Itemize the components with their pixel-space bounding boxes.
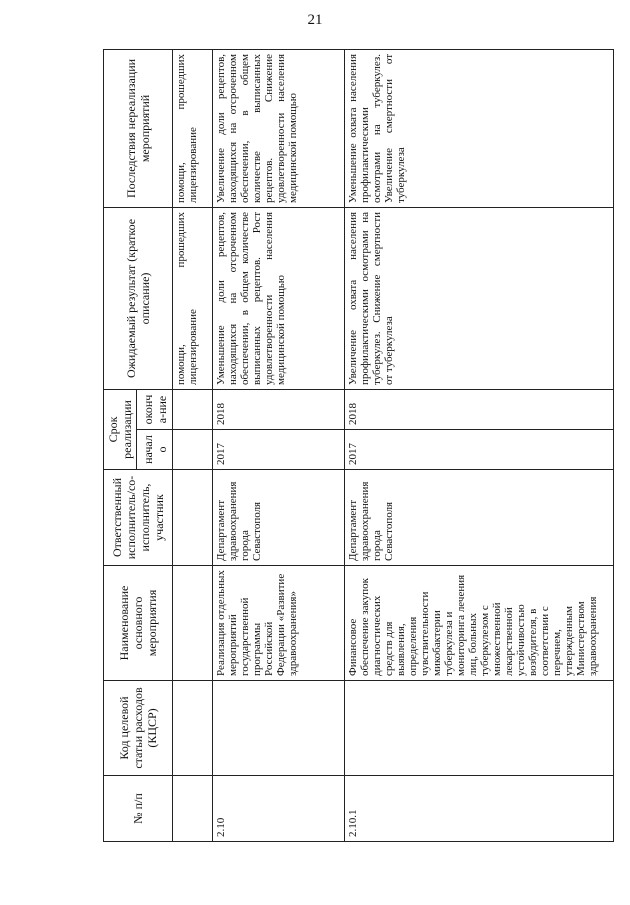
- table-row: [173, 49, 213, 841]
- header-num: № п/п: [104, 776, 173, 842]
- cell-responsible: Департамент здравоохранения города Севастополя: [213, 470, 345, 566]
- cell-kcsr: [213, 681, 345, 776]
- cell-consequences: помощи, прошедших лицензирование: [173, 49, 213, 207]
- cell-end: 2018: [345, 389, 614, 429]
- cell-num: [173, 776, 213, 842]
- cell-name: Реализация отдельных мероприятий государственной программы Российской Федерации «Развитие здравоохранения»: [213, 566, 345, 681]
- cell-end: [173, 389, 213, 429]
- cell-result: Уменьшение доли рецептов, находящихся на отсроченном обеспечении, в общем количестве выписанных рецептов. Рост удовлетворенности населения медицинской помощью: [213, 207, 345, 389]
- header-term: Срок реализации: [104, 389, 137, 469]
- header-end: оконча-ние: [137, 389, 173, 429]
- header-responsible: Ответственный исполнитель/со-исполнитель, участник: [104, 470, 173, 566]
- cell-name: [173, 566, 213, 681]
- header-consequences: Последствия нереализации мероприятий: [104, 49, 173, 207]
- cell-start: 2017: [213, 430, 345, 470]
- cell-kcsr: [345, 681, 614, 776]
- cell-num: 2.10.1: [345, 776, 614, 842]
- cell-responsible: [173, 470, 213, 566]
- cell-result: Увеличение охвата населения профилактическими осмотрами на туберкулез. Снижение смертности от туберкулеза: [345, 207, 614, 389]
- header-name: Наименование основного мероприятия: [104, 566, 173, 681]
- cell-start: [173, 430, 213, 470]
- header-kcsr: Код целевой статьи расходов (КЦСР): [104, 681, 173, 776]
- cell-start: 2017: [345, 430, 614, 470]
- measures-table: [103, 49, 614, 842]
- cell-kcsr: [173, 681, 213, 776]
- page-number: 21: [307, 12, 323, 28]
- cell-consequences: Уменьшение охвата населения профилактическими осмотрами на туберкулез. Увеличение смертности от туберкулеза: [345, 49, 614, 207]
- cell-num: 2.10: [213, 776, 345, 842]
- table-row: [213, 49, 345, 841]
- cell-name: Финансовое обеспечение закупок диагностических средств для выявления, определения чувствительности микобактерии туберкулеза и мониторинга лечения лиц, больных туберкулезом с множественной лекарственной устойчивостью возбудителя, в соответствии с перечнем, утвержденным Министерством здравоохранения: [345, 566, 614, 681]
- header-result: Ожидаемый результат (краткое описание): [104, 207, 173, 389]
- rotated-table-wrapper: [103, 50, 614, 842]
- cell-end: 2018: [213, 389, 345, 429]
- table-row: [345, 49, 614, 841]
- cell-consequences: Увеличение доли рецептов, находящихся на отсроченном обеспечении, в общем количестве выписанных рецептов. Снижение удовлетворенности населения медицинской помощью: [213, 49, 345, 207]
- header-start: начало: [137, 430, 173, 470]
- cell-responsible: Департамент здравоохранения города Севастополя: [345, 470, 614, 566]
- header-row-1: [104, 49, 137, 841]
- cell-result: помощи, прошедших лицензирование: [173, 207, 213, 389]
